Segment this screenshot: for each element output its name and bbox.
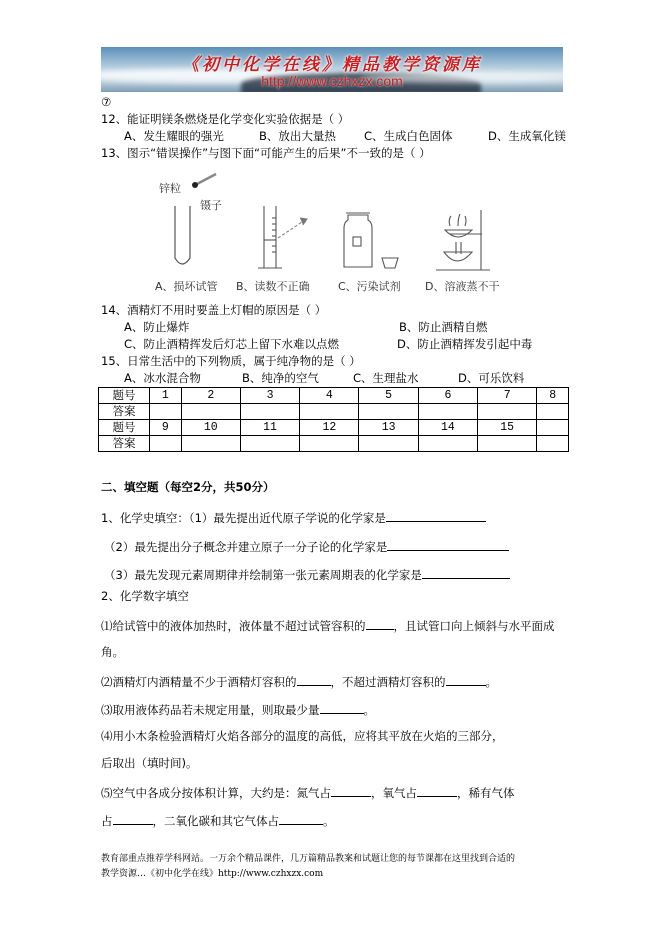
footer-line-1: 教育部重点推荐学科网站。一万余个精品课件，几万篇精品教案和试题让您的每节课都在这里找到合适的 <box>101 854 516 864</box>
answer-blank[interactable] <box>113 812 153 825</box>
fill-q2-item3-text-2: 。 <box>363 703 375 717</box>
question-number-cell: 5 <box>359 388 418 404</box>
fill-q2-title: 2、化学数字填空 <box>101 589 189 603</box>
fill-q2-item5 <box>101 784 515 800</box>
answer-cell[interactable] <box>150 436 182 452</box>
question-number-cell: 14 <box>418 420 477 436</box>
answer-blank[interactable] <box>320 701 364 714</box>
question-number-cell <box>537 420 569 436</box>
answer-cell[interactable] <box>359 404 418 420</box>
answer-table-row <box>99 436 569 452</box>
banner-title: 《初中化学在线》精品教学资源库 <box>182 55 482 75</box>
fill-q1-part3 <box>104 566 510 582</box>
fill-q2-item4-cont: 后取出（填时间)。 <box>101 756 198 770</box>
answer-cell[interactable] <box>418 404 477 420</box>
answer-blank[interactable] <box>446 673 486 686</box>
question-15-option-a: A、冰水混合物 <box>124 371 201 385</box>
figure-caption-a: A、损坏试管 <box>155 280 218 293</box>
tweezers-icon <box>192 174 216 188</box>
question-12-stem: 12、能证明镁条燃烧是化学变化实验依据是（ ） <box>101 112 350 126</box>
answer-table-row-header: 题号 <box>99 420 150 436</box>
answer-cell[interactable] <box>240 436 299 452</box>
answer-cell[interactable] <box>181 436 240 452</box>
answer-cell[interactable] <box>478 436 537 452</box>
question-number-cell: 4 <box>300 388 359 404</box>
question-number-cell: 6 <box>418 388 477 404</box>
fill-q2-item1 <box>101 617 555 633</box>
answer-cell[interactable] <box>359 436 418 452</box>
answer-blank[interactable] <box>417 784 457 797</box>
answer-cell[interactable] <box>478 404 537 420</box>
question-14-option-a: A、防止爆炸 <box>124 320 190 334</box>
question-14-option-b: B、防止酒精自燃 <box>399 320 488 334</box>
figure-caption-c: C、污染试剂 <box>338 280 401 293</box>
answer-table-row <box>99 404 569 420</box>
fill-q2-item5-text: ⑸空气中各成分按体积计算，大约是：氮气占 <box>101 786 331 800</box>
item-marker: ⑦ <box>101 95 112 109</box>
question-number-cell: 7 <box>478 388 537 404</box>
fill-q2-item2-text-2: ，不超过酒精灯容积的 <box>330 675 446 689</box>
evaporation-setup-icon <box>436 210 490 270</box>
figure-caption-d: D、溶液蒸不干 <box>425 280 500 293</box>
answer-blank[interactable] <box>387 538 509 551</box>
answer-cell[interactable] <box>300 404 359 420</box>
answer-cell[interactable] <box>537 404 569 420</box>
sight-line-arrow-icon <box>278 218 307 238</box>
fill-q1-part1 <box>101 509 486 525</box>
fill-q1-part2-text: （2）最先提出分子概念并建立原子一分子论的化学家是 <box>104 540 388 554</box>
question-13-stem: 13、图示“错误操作”与图下面“可能产生的后果”不一致的是（ ） <box>101 146 431 160</box>
fill-q2-item5-cont <box>101 812 335 828</box>
question-15-option-d: D、可乐饮料 <box>458 371 525 385</box>
reagent-bottle-icon <box>344 213 372 267</box>
section-2-heading: 二、填空题（每空2分，共50分） <box>101 480 275 494</box>
figure-caption-b: B、读数不正确 <box>236 280 310 293</box>
question-number-cell: 12 <box>300 420 359 436</box>
question-number-cell: 2 <box>181 388 240 404</box>
question-number-cell: 15 <box>478 420 537 436</box>
fill-q2-item4: ⑷用小木条检验酒精灯火焰各部分的温度的高低，应将其平放在火焰的三部分， <box>101 729 504 743</box>
fill-q2-item5-text-5: ，二氧化碳和其它气体占 <box>152 814 279 828</box>
footer-line-2: 教学资源…《初中化学在线》http://www.czhxzx.com <box>101 869 324 879</box>
question-14-option-d: D、防止酒精挥发引起中毒 <box>397 337 533 351</box>
question-15-stem: 15、日常生活中的下列物质，属于纯净物的是（ ） <box>101 354 361 368</box>
question-number-cell: 13 <box>359 420 418 436</box>
answer-blank[interactable] <box>331 784 371 797</box>
answer-cell[interactable] <box>150 404 182 420</box>
answer-cell[interactable] <box>181 404 240 420</box>
question-15-option-c: C、生理盐水 <box>353 371 419 385</box>
site-banner <box>101 47 563 92</box>
answer-cell[interactable] <box>537 436 569 452</box>
fill-q2-item2 <box>101 673 497 689</box>
question-14-stem: 14、酒精灯不用时要盖上灯帽的原因是（ ） <box>101 303 327 317</box>
question-12-option-b: B、放出大量热 <box>259 129 336 143</box>
fill-q2-item5-text-6: 。 <box>323 814 335 828</box>
answer-table-row-header: 答案 <box>99 436 150 452</box>
answer-table-row <box>99 420 569 436</box>
question-number-cell: 3 <box>240 388 299 404</box>
answer-cell[interactable] <box>300 436 359 452</box>
fill-q2-item1-text-2: ，且试管口向上倾斜与水平面成 <box>393 619 555 633</box>
question-14-option-c: C、防止酒精挥发后灯芯上留下水难以点燃 <box>124 337 340 351</box>
answer-blank[interactable] <box>297 673 331 686</box>
question-number-cell: 8 <box>537 388 569 404</box>
answer-table-row-header: 题号 <box>99 388 150 404</box>
answer-blank[interactable] <box>279 812 323 825</box>
graduated-cylinder-icon <box>258 206 282 268</box>
fill-q2-item5-text-4: 占 <box>101 814 113 828</box>
bottle-stopper-icon <box>382 258 398 268</box>
fill-q2-item1-text: ⑴给试管中的液体加热时，液体量不超过试管容积的 <box>101 619 366 633</box>
fill-q1-part3-text: （3）最先发现元素周期律并绘制第一张元素周期表的化学家是 <box>104 568 422 582</box>
fill-q1-part2 <box>104 538 509 554</box>
answer-blank[interactable] <box>422 566 510 579</box>
fill-q2-item3 <box>101 701 375 717</box>
answer-table-row-header: 答案 <box>99 404 150 420</box>
question-12-option-d: D、生成氧化镁 <box>488 129 566 143</box>
question-15-option-b: B、纯净的空气 <box>242 371 319 385</box>
tweezers-label: 镊子 <box>200 199 222 212</box>
answer-table-row <box>99 388 569 404</box>
question-12-option-a: A、发生耀眼的强光 <box>124 129 224 143</box>
answer-blank[interactable] <box>366 617 394 630</box>
question-13-figure <box>150 170 530 295</box>
fill-q2-item1-cont: 角。 <box>101 645 124 659</box>
answer-cell[interactable] <box>418 436 477 452</box>
question-number-cell: 1 <box>150 388 182 404</box>
answer-cell[interactable] <box>240 404 299 420</box>
answer-blank[interactable] <box>386 509 486 522</box>
zinc-label: 锌粒 <box>159 182 181 195</box>
test-tube-icon <box>175 206 190 264</box>
answer-table <box>98 387 569 452</box>
fill-q2-item3-text: ⑶取用液体药品若未规定用量，则取最少量 <box>101 703 320 717</box>
fill-q2-item5-text-3: ，稀有气体 <box>457 786 515 800</box>
fill-q1-part1-text: 1、化学史填空：（1）最先提出近代原子学说的化学家是 <box>101 511 386 525</box>
fill-q2-item5-text-2: ，氧气占 <box>371 786 417 800</box>
fill-q2-item2-text: ⑵酒精灯内酒精量不少于酒精灯容积的 <box>101 675 297 689</box>
question-12-option-c: C、生成白色固体 <box>364 129 453 143</box>
question-number-cell: 9 <box>150 420 182 436</box>
fill-q2-item2-text-3: 。 <box>485 675 497 689</box>
lab-operations-illustration <box>150 170 530 280</box>
banner-url[interactable]: http://www.czhxzx.com <box>261 73 403 89</box>
question-number-cell: 10 <box>181 420 240 436</box>
question-number-cell: 11 <box>240 420 299 436</box>
